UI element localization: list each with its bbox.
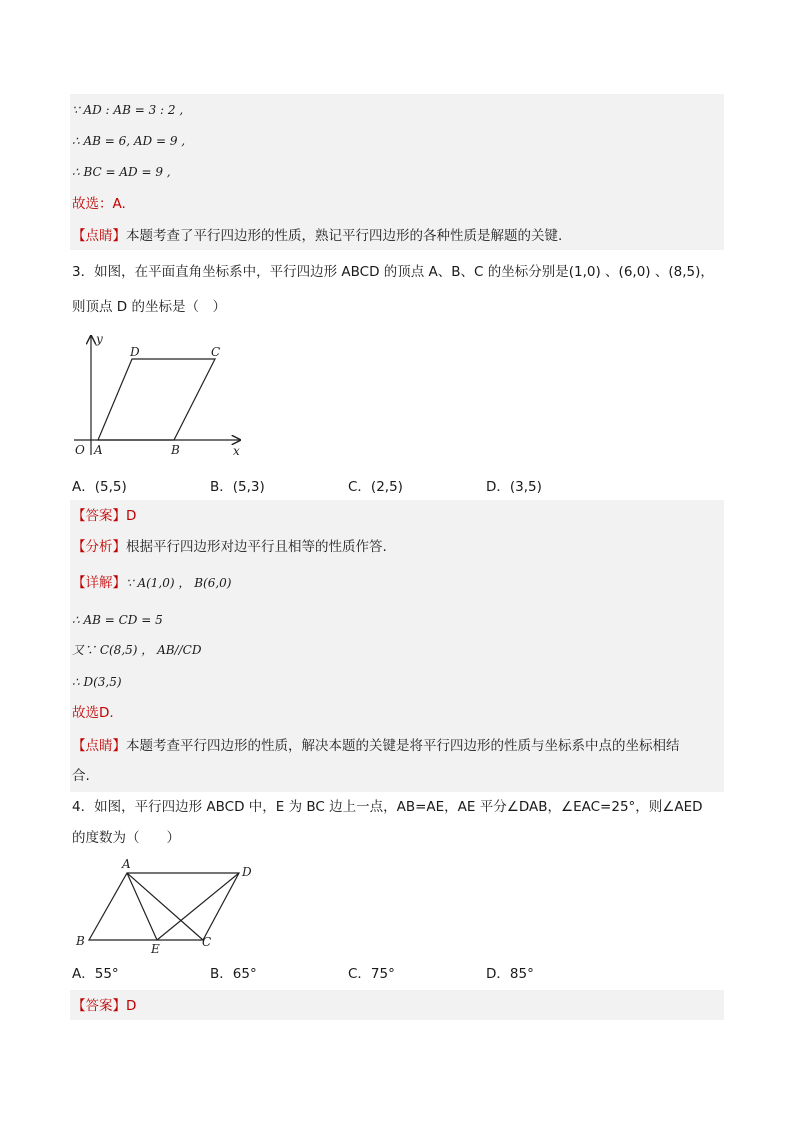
q4-option-b: B．65° xyxy=(210,966,257,982)
q3-detail-text-1: ∵ A(1,0) ， B(6,0) xyxy=(126,576,232,590)
q3-option-c: C．(2,5) xyxy=(348,479,403,495)
vertex-c-label: C xyxy=(211,345,221,359)
origin-label: O xyxy=(75,443,85,457)
vertex-d-label: D xyxy=(242,865,252,879)
q3-detail-line-2: ∴ AB = CD = 5 xyxy=(72,613,163,627)
q3-stem-line-2: 则顶点 D 的坐标是（ ） xyxy=(72,299,226,315)
parallelogram-abcd xyxy=(98,359,215,440)
choice-line: 故选：A. xyxy=(72,196,126,212)
q3-answer-tag: 【答案】 xyxy=(72,508,126,524)
q4-answer-value: D xyxy=(126,998,137,1014)
q4-option-c: C．75° xyxy=(348,966,395,982)
q3-choice-line: 故选D. xyxy=(72,705,114,721)
vertex-a-label: A xyxy=(122,857,131,871)
q3-detail-line-3: 又∵ C(8,5) ， AB//CD xyxy=(72,643,202,657)
comment-tag: 【点睛】 xyxy=(72,228,126,244)
solution-block-q4 xyxy=(70,990,724,1020)
q3-answer-line xyxy=(72,506,136,526)
q4-answer-line xyxy=(72,996,136,1016)
q4-stem-line-1: 4．如图，平行四边形 ABCD 中，E 为 BC 边上一点，AB=AE，AE 平分∠DAB，∠EAC=25°，则∠AED xyxy=(72,799,703,815)
q3-option-d: D．(3,5) xyxy=(486,479,542,495)
q3-comment-line-1 xyxy=(72,736,680,756)
comment-text: 本题考查了平行四边形的性质，熟记平行四边形的各种性质是解题的关键. xyxy=(126,228,563,244)
step-line-3: ∴ BC = AD = 9 , xyxy=(72,165,171,179)
q3-analysis-line xyxy=(72,537,387,557)
q3-stem-line-1: 3．如图，在平面直角坐标系中，平行四边形 ABCD 的顶点 A、B、C 的坐标分别是(1,0) 、(6,0) 、(8,5)， xyxy=(72,264,714,280)
y-axis-label: y xyxy=(96,332,103,346)
step-line-1: ∵ AD : AB = 3 : 2 , xyxy=(72,103,184,117)
q4-option-a: A．55° xyxy=(72,966,119,982)
vertex-b-label: B xyxy=(171,443,180,457)
q3-option-a: A．(5,5) xyxy=(72,479,127,495)
q3-comment-tag: 【点睛】 xyxy=(72,738,126,754)
q3-detail-tag: 【详解】 xyxy=(72,575,126,591)
x-axis-label: x xyxy=(233,444,240,458)
segment-ed xyxy=(157,873,239,940)
parallelogram-abcd xyxy=(89,873,239,940)
q3-analysis-text: 根据平行四边形对边平行且相等的性质作答. xyxy=(126,539,387,555)
q3-option-b: B．(5,3) xyxy=(210,479,265,495)
q3-comment-text-1: 本题考查平行四边形的性质，解决本题的关键是将平行四边形的性质与坐标系中点的坐标相结 xyxy=(126,738,680,754)
q4-answer-tag: 【答案】 xyxy=(72,998,126,1014)
q4-parallelogram-figure xyxy=(70,852,270,957)
q3-coordinate-figure xyxy=(70,330,260,460)
vertex-d-label: D xyxy=(130,345,140,359)
step-line-2: ∴ AB = 6, AD = 9 , xyxy=(72,134,186,148)
q3-detail-line-1 xyxy=(72,573,231,593)
q3-answer-value: D xyxy=(126,508,137,524)
vertex-a-label: A xyxy=(94,443,103,457)
vertex-b-label: B xyxy=(76,934,85,948)
q3-analysis-tag: 【分析】 xyxy=(72,539,126,555)
vertex-c-label: C xyxy=(202,935,212,949)
segment-ac xyxy=(127,873,203,940)
segment-ae xyxy=(127,873,157,940)
q3-detail-line-4: ∴ D(3,5) xyxy=(72,675,122,689)
q3-comment-line-2: 合. xyxy=(72,768,90,784)
comment-line xyxy=(72,226,562,246)
point-e-label: E xyxy=(151,942,160,956)
q4-stem-line-2: 的度数为（ ） xyxy=(72,830,180,846)
q4-option-d: D．85° xyxy=(486,966,534,982)
